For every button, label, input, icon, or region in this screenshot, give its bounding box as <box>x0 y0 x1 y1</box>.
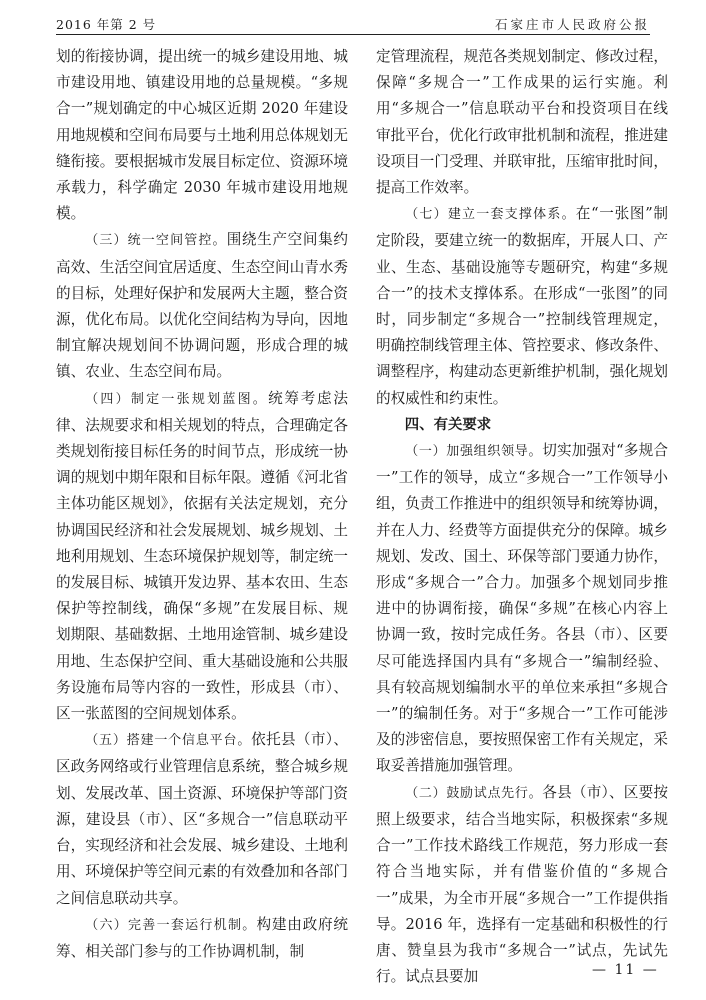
section-lead: （一）加强组织领导。 <box>405 444 543 460</box>
section-lead: （二）鼓励试点先行。 <box>405 785 543 801</box>
section-body: 围绕生产空间集约高效、生活空间宜居适度、生态空间山青水秀的目标，处理好保护和发展两大主题，整合资源，优化布局。以优化空间结构为导向，因地制宜解决规划间不协调问题，形成合理的城镇、农业、生态空间布局。 <box>56 231 348 381</box>
section-lead: （五）搭建一个信息平台。 <box>85 733 252 749</box>
issue-label: 2016 年第 2 号 <box>56 17 157 32</box>
section-heading: 四、有关要求 <box>404 416 492 433</box>
section-support-system <box>376 201 668 412</box>
paragraph-continuation: 定管理流程，规范各类规划制定、修改过程，保障“多规合一”工作成果的运行实施。利用“多规合一”信息联动平台和投资项目在线审批平台，优化行政审批机制和流程，推进建设项目一门受理、并联审批，压缩审批时间，提高工作效率。 <box>376 48 668 197</box>
section-unified-spatial-control <box>56 227 348 385</box>
section-lead: （三）统一空间管控。 <box>85 233 227 249</box>
section-body: 切实加强对“多规合一”工作的领导，成立“多规合一”工作领导小组，负责工作推进中的组织领导和统筹协调，并在人力、经费等方面提供充分的保障。城乡规划、发改、国土、环保等部门要通力协作，形成“多规合一”合力。加强多个规划同步推进中的协调衔接，确保“多规”在核心内容上协调一致，按时完成任务。各县（市）、区要尽可能选择国内具有“多规合一”编制经验、具有较高规划编制水平的单位来承担“多规合一”的编制任务。对于“多规合一”工作可能涉及的涉密信息，要按照保密工作有关规定，采取妥善措施加强管理。 <box>376 442 668 775</box>
section-body: 构建由政府统筹、相关部门参与的工作协调机制，制 <box>56 915 348 960</box>
section-body: 依托县（市）、区政务网络或行业管理信息系统，整合城乡规划、发展改革、国土资源、环境保护等部门资源，建设县（市）、区“多规合一”信息联动平台，实现经济和社会发展、城乡建设、土地利用、环境保护等空间元素的有效叠加和各部门之间信息联动共享。 <box>56 731 348 907</box>
section-body: 各县（市）、区要按照上级要求，结合当地实际，积极探索“多规合一”工作技术路线工作规范，努力形成一套符合当地实际，并有借鉴价值的“多规合一”成果，为全市开展“多规合一”工作提供指导。2016 年，选择有一定基础和积极性的行唐、赞皇县为我市“多规合一”试点，先试先行。试点县要加 <box>376 783 668 986</box>
requirement-organization <box>376 438 668 780</box>
section-body: 在“一张图”制定阶段，要建立统一的数据库，开展人口、产业、生态、基础设施等专题研究，构建“多规合一”的技术支撑体系。在形成“一张图”的同时，同步制定“多规合一”控制线管理规定，明确控制线管理主体、管控要求、修改条件、调整程序，构建动态更新维护机制，强化规划的权威性和约束性。 <box>376 205 668 407</box>
section-info-platform <box>56 727 348 911</box>
left-column <box>56 44 348 965</box>
publication-title: 石家庄市人民政府公报 <box>494 17 650 32</box>
paragraph-continuation: 划的衔接协调，提出统一的城乡建设用地、城市建设用地、镇建设用地的总量规模。“多规合一”规划确定的中心城区近期 2020 年建设用地规模和空间布局要与土地利用总体规划无缝衔接。要根据城市发展目标定位、资源环境承载力，科学确定 2030 年城市建设用地规模。 <box>56 48 348 223</box>
right-column <box>376 44 668 990</box>
section-lead: （七）建立一套支撑体系。 <box>405 207 576 223</box>
section-operation-mechanism <box>56 912 348 965</box>
page-number: — 11 — <box>592 962 659 978</box>
section-body: 统筹考虑法律、法规要求和相关规划的特点，合理确定各类规划衔接目标任务的时间节点，形成统一协调的规划中期年限和目标年限。遵循《河北省主体功能区规划》，依据有关法定规划，充分协调国民经济和社会发展规划、城乡规划、土地利用规划、生态环境保护规划等，制定统一的发展目标、城镇开发边界、基本农田、生态保护等控制线，确保“多规”在发展目标、规划期限、基础数据、土地用途管制、城乡建设用地、生态保护空间、重大基础设施和公共服务设施布局等内容的一致性，形成县（市）、区一张蓝图的空间规划体系。 <box>56 389 348 723</box>
section-blueprint <box>56 386 348 728</box>
section-lead: （六）完善一套运行机制。 <box>85 917 257 933</box>
requirement-pilot <box>376 780 668 991</box>
page-header <box>56 12 650 35</box>
section-lead: （四）制定一张规划蓝图。 <box>85 391 269 407</box>
